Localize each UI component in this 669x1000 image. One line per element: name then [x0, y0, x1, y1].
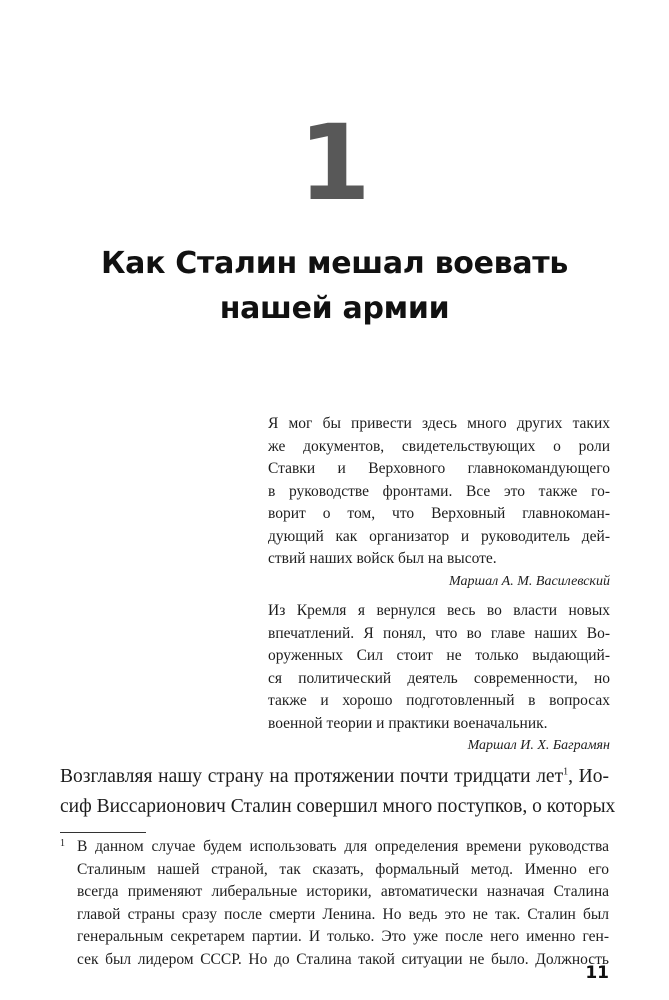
epigraph-line: Я мог бы привести здесь много других таких	[268, 415, 610, 432]
epigraph-line: Из Кремля я вернулся весь во власти новых	[268, 602, 610, 619]
footnote-reference[interactable]: 1	[563, 766, 569, 778]
chapter-title-line: нашей армии	[219, 291, 450, 326]
epigraph-line: Ставки и Верховного главнокомандующего	[268, 460, 610, 477]
footnote-divider	[60, 832, 146, 833]
epigraph-author: Маршал А. М. Василевский	[449, 573, 610, 589]
footnote-text	[77, 836, 609, 972]
epigraph-line: военной теории и практики военачальник.	[268, 714, 548, 732]
epigraph-author: Маршал И. Х. Баграмян	[467, 738, 610, 753]
footnote	[60, 836, 609, 972]
footnote-line: генеральным секретарем партии. И только. Это уже после него именно ген-	[77, 928, 609, 946]
body-text: Возглавляя нашу страну на протяжении почти тридцати лет	[60, 766, 564, 787]
epigraph-line: оруженных Сил стоит не только выдающий-	[268, 647, 610, 664]
body-paragraph	[60, 762, 616, 822]
epigraph-line: в руководстве фронтами. Все это также го-	[268, 482, 610, 500]
epigraph-line: ворит о том, что Верховный главнокоман-	[268, 505, 610, 522]
footnote-line: всегда применяют либеральные историки, автоматически назначая Сталина	[77, 883, 609, 901]
epigraph-line: также и хорошо подготовленный в вопросах	[268, 692, 610, 709]
epigraph-line: дующий как организатор и руководитель дей-	[268, 527, 610, 545]
footnote-line: Сталиным нашей страной, так сказать, формальный метод. Именно его	[77, 860, 609, 878]
chapter-number: 1	[298, 102, 371, 224]
body-line	[60, 762, 609, 792]
footnote-line: В данном случае будем использовать для определения времени руководства	[77, 838, 609, 855]
body-text: , Ио-	[568, 766, 609, 787]
body-line: сиф Виссарионович Сталин совершил много поступков, о которых	[60, 796, 616, 817]
epigraph-line: впечатлений. Я понял, что во главе наших Во-	[268, 624, 610, 642]
epigraph-line: же документов, свидетельствующих о роли	[268, 437, 610, 455]
footnote-line: сек был лидером СССР. Но до Сталина такой ситуации не было. Должность	[77, 950, 609, 968]
epigraph-line: ся политический деятель современности, но	[268, 669, 610, 687]
footnote-marker: 1	[60, 838, 65, 849]
epigraph-bagramyan	[268, 600, 610, 757]
footnote-line: главой страны сразу после смерти Ленина. Но ведь это не так. Сталин был	[77, 905, 609, 923]
epigraph-line: ствий наших войск был на высоте.	[268, 550, 497, 567]
chapter-title	[60, 241, 609, 331]
chapter-title-line: Как Сталин мешал воевать	[100, 246, 569, 281]
page-number: 11	[585, 963, 609, 983]
epigraph-vasilevsky	[268, 413, 610, 593]
